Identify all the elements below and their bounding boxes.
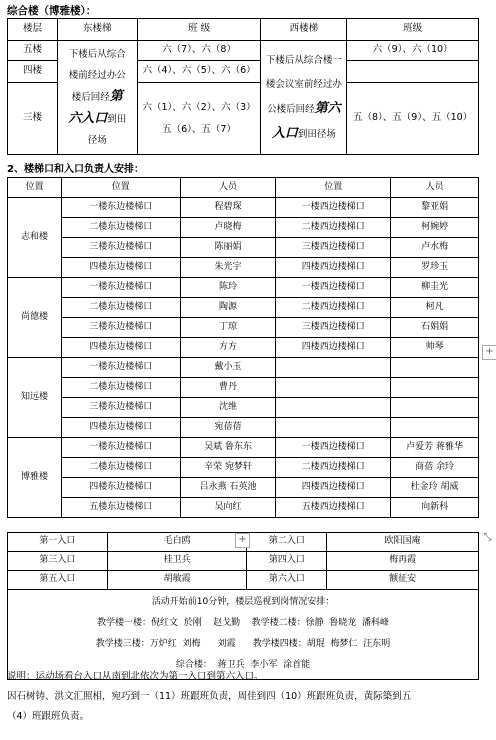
entrance-staff: 欧阳国庵	[327, 533, 479, 552]
west-position-cell	[276, 358, 391, 378]
west-position-cell: 一楼西边楼梯口	[276, 438, 391, 458]
table-row	[8, 298, 479, 318]
entrance-staff: 额征安	[327, 571, 479, 590]
east-position-cell: 四楼东边楼梯口	[61, 478, 180, 498]
west-staff-cell	[391, 378, 479, 398]
header-classes: 班 级	[137, 19, 261, 41]
east-position-cell: 二楼东边楼梯口	[61, 218, 180, 238]
west-position-cell: 二楼西边楼梯口	[276, 458, 391, 478]
west-staff-cell: 卢水梅	[391, 238, 479, 258]
west-staff-cell: 罗珍玉	[391, 258, 479, 278]
east-position-cell: 四楼东边楼梯口	[61, 338, 180, 358]
west-position-cell: 四楼西边楼梯口	[276, 258, 391, 278]
east-route-cell: 下楼后从综合 楼前经过办公 楼后回经第 六入口到田 径场	[57, 41, 137, 155]
west-position-cell: 四楼西边楼梯口	[276, 478, 391, 498]
west-position-cell: 三楼西边楼梯口	[276, 318, 391, 338]
entrance-staff: 梅再霞	[327, 552, 479, 571]
west-position-cell: 二楼西边楼梯口	[276, 218, 391, 238]
east-position-cell: 二楼东边楼梯口	[61, 298, 180, 318]
west-position-cell: 二楼西边楼梯口	[276, 298, 391, 318]
east-staff-cell: 朱光宇	[180, 258, 276, 278]
table-row	[8, 458, 479, 478]
class-cell: 六（9）、六（10）	[347, 41, 479, 61]
east-position-cell: 一楼东边楼梯口	[61, 278, 180, 298]
table-row	[8, 358, 479, 378]
class-cell: 六（4）、六（5）、六（6）	[137, 61, 261, 83]
table-row	[8, 418, 479, 438]
east-position-cell: 五楼东边楼梯口	[61, 498, 180, 518]
entrance-staff: 桂卫兵	[107, 552, 247, 571]
floor-cell: 四楼	[8, 61, 58, 83]
table-row	[8, 318, 479, 338]
west-staff-cell	[391, 358, 479, 378]
floor-cell: 五楼	[8, 41, 58, 61]
east-position-cell: 四楼东边楼梯口	[61, 258, 180, 278]
add-column-handle[interactable]: +	[235, 533, 250, 548]
note-line: （4）班跟班负责。	[7, 711, 90, 722]
stair-route-table	[7, 18, 479, 155]
east-position-cell: 四楼东边楼梯口	[61, 418, 180, 438]
east-staff-cell: 程碧琛	[180, 198, 276, 218]
class-cell	[347, 61, 479, 83]
entrance-label: 第一入口	[8, 533, 108, 552]
east-position-cell: 一楼东边楼梯口	[61, 438, 180, 458]
west-position-cell	[276, 378, 391, 398]
table-row	[8, 258, 479, 278]
west-route-cell: 下楼后从综合楼一 楼会议室前经过办 公楼后回经第六 入口到田径场	[261, 41, 347, 155]
west-staff-cell: 杜金玲 胡威	[391, 478, 479, 498]
east-staff-cell: 丁琼	[180, 318, 276, 338]
building-cell: 志和楼	[8, 198, 62, 278]
header-staff: 人员	[391, 178, 479, 198]
entrance-staff: 毛白鸥	[107, 533, 247, 552]
section1-title: 综合楼（博雅楼）：	[7, 5, 97, 17]
header-staff: 人员	[180, 178, 276, 198]
table-row	[8, 218, 479, 238]
west-position-cell	[276, 418, 391, 438]
east-staff-cell: 辛荣 宛梦轩	[180, 458, 276, 478]
entrance-label: 第五入口	[8, 571, 108, 590]
table-row	[8, 338, 479, 358]
entrance-label: 第六入口	[247, 571, 327, 590]
west-staff-cell	[391, 418, 479, 438]
header-position: 位置	[8, 178, 62, 198]
table-row	[8, 278, 479, 298]
add-row-handle[interactable]: +	[482, 345, 496, 360]
entrance-staff: 胡敏霞	[107, 571, 247, 590]
header-east-stair: 东楼梯	[57, 19, 137, 41]
table-row	[8, 198, 479, 218]
east-staff-cell: 曹丹	[180, 378, 276, 398]
floor-cell: 三楼	[8, 83, 58, 155]
patrol-line: 教学楼一楼：倪红文 於刚 赵戈勤 教学楼二楼：徐静 鲁晓龙 潘科峰	[96, 618, 390, 628]
west-position-cell: 三楼西边楼梯口	[276, 238, 391, 258]
note-line: 因石树铸、洪文汇照相，宛巧到一（11）班跟班负责，周佳到四（10）班跟班负责，黄际築到五	[7, 691, 412, 702]
east-position-cell: 三楼东边楼梯口	[61, 318, 180, 338]
east-position-cell: 三楼东边楼梯口	[61, 238, 180, 258]
patrol-line: 教学楼三楼：万炉红 刘梅 刘霞 教学楼四楼：胡琨 梅梦仁 汪东明	[95, 639, 391, 649]
class-cell: 六（1）、六（2）、六（3） 五（6）、五（7）	[137, 83, 261, 155]
entrance-duty-table	[7, 532, 479, 680]
east-staff-cell: 戴小玉	[180, 358, 276, 378]
header-position: 位置	[61, 178, 180, 198]
table-row	[8, 498, 479, 518]
east-staff-cell: 吴斌 鲁东东	[180, 438, 276, 458]
stair-duty-table	[7, 177, 479, 518]
west-staff-cell: 商蓓 余玲	[391, 458, 479, 478]
west-staff-cell: 向新科	[391, 498, 479, 518]
west-position-cell: 一楼西边楼梯口	[276, 198, 391, 218]
west-position-cell: 一楼西边楼梯口	[276, 278, 391, 298]
west-staff-cell: 柳圭光	[391, 278, 479, 298]
east-position-cell: 二楼东边楼梯口	[61, 378, 180, 398]
header-classes-2: 班级	[347, 19, 479, 41]
table-row	[8, 398, 479, 418]
table-resize-icon[interactable]: ⤡	[483, 532, 492, 543]
header-floor: 楼层	[8, 19, 58, 41]
section2-title: 2、楼梯口和入口负责人安排：	[7, 164, 144, 175]
class-cell: 五（8）、五（9）、五（10）	[347, 83, 479, 155]
building-cell: 知远楼	[8, 358, 62, 438]
east-staff-cell: 沈维	[180, 398, 276, 418]
west-staff-cell: 卢爱芳 蒋雅华	[391, 438, 479, 458]
table-row	[8, 438, 479, 458]
east-staff-cell: 陶源	[180, 298, 276, 318]
east-staff-cell: 宛蓓蓓	[180, 418, 276, 438]
west-staff-cell: 黎亚娟	[391, 198, 479, 218]
west-staff-cell: 柯婉婷	[391, 218, 479, 238]
east-staff-cell: 卢晓梅	[180, 218, 276, 238]
east-staff-cell: 吕永燕 石英池	[180, 478, 276, 498]
building-cell: 博雅楼	[8, 438, 62, 518]
west-position-cell: 四楼西边楼梯口	[276, 338, 391, 358]
building-cell: 尚德楼	[8, 278, 62, 358]
patrol-title: 活动开始前10分钟，楼层巡视到岗情况安排：	[151, 597, 335, 607]
east-staff-cell: 方方	[180, 338, 276, 358]
east-position-cell: 一楼东边楼梯口	[61, 198, 180, 218]
entrance-label: 第四入口	[247, 552, 327, 571]
east-position-cell: 一楼东边楼梯口	[61, 358, 180, 378]
table-row	[8, 478, 479, 498]
west-staff-cell: 石娟娟	[391, 318, 479, 338]
patrol-line: 综合楼： 蒋卫兵 李小军 涂首能	[175, 660, 311, 670]
patrol-cell	[8, 590, 479, 680]
entrance-label: 第二入口	[247, 533, 327, 552]
west-position-cell	[276, 398, 391, 418]
east-staff-cell: 陈丽娟	[180, 238, 276, 258]
east-position-cell: 三楼东边楼梯口	[61, 398, 180, 418]
note-line: 说明：运动场看台入口从南到北依次为第一入口到第六入口。	[7, 671, 264, 682]
east-position-cell: 二楼东边楼梯口	[61, 458, 180, 478]
west-staff-cell: 帅琴	[391, 338, 479, 358]
table-row	[8, 238, 479, 258]
header-position: 位置	[276, 178, 391, 198]
header-west-stair: 西楼梯	[261, 19, 347, 41]
west-staff-cell	[391, 398, 479, 418]
east-staff-cell: 陈玲	[180, 278, 276, 298]
west-position-cell: 五楼西边楼梯口	[276, 498, 391, 518]
west-staff-cell: 柯凡	[391, 298, 479, 318]
east-staff-cell: 吴向红	[180, 498, 276, 518]
table-row	[8, 378, 479, 398]
class-cell: 六（7）、六（8）	[137, 41, 261, 61]
entrance-label: 第三入口	[8, 552, 108, 571]
